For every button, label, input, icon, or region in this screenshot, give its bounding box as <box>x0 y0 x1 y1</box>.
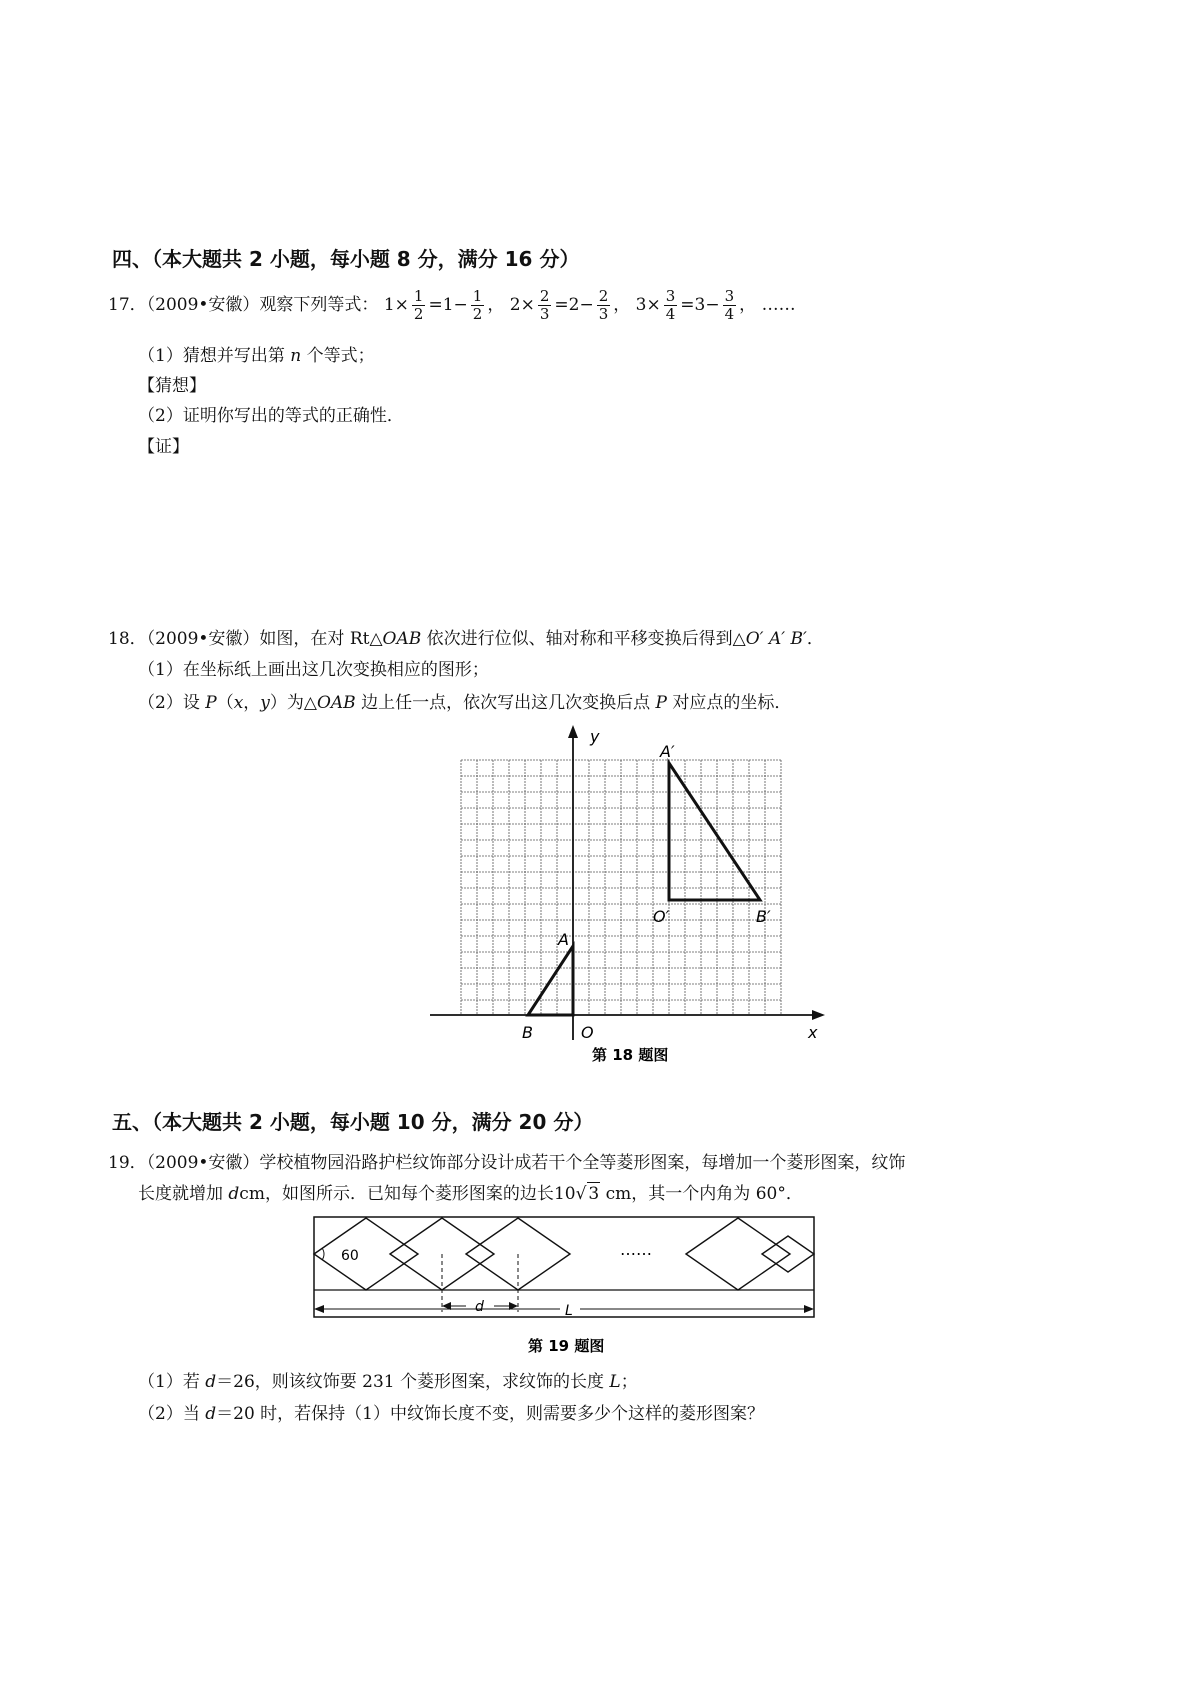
q17-proof-label: 【证】 <box>138 437 189 457</box>
q17-equation-3: 3× $\frac{3}{4}$ =3− $\frac{3}{4}$ <box>635 287 735 323</box>
q18-part-2: （2）设 P（x，y）为△OAB 边上任一点，依次写出这几次变换后点 P 对应点的坐标． <box>138 693 792 713</box>
point-b-prime-label: B′ <box>756 907 771 926</box>
point-b-label: B <box>522 1023 533 1042</box>
q19-L-marker <box>314 1305 814 1313</box>
q19-figure-caption: 第 19 题图 <box>528 1337 605 1355</box>
section-5-title: 五、（本大题共 2 小题，每小题 10 分，满分 20 分） <box>112 1110 594 1134</box>
q17-part-1: （1）猜想并写出第 n 个等式； <box>138 346 375 366</box>
q17-ellipsis: …… <box>761 295 796 315</box>
point-o-label: O <box>581 1023 594 1042</box>
q17-equation-2: 2× $\frac{2}{3}$ =2− $\frac{2}{3}$ <box>509 287 609 323</box>
q19-L-label: L <box>565 1303 573 1319</box>
q19-figure-ellipsis: …… <box>620 1240 652 1259</box>
q19-stem-line-1: 19．（2009•安徽）学校植物园沿路护栏纹饰部分设计成若干个全等菱形图案，每增加一个菱形图案，纹饰 <box>108 1153 906 1173</box>
q17-guess-label: 【猜想】 <box>138 376 206 396</box>
q19-stem-line-2: 长度就增加 dcm，如图所示．已知每个菱形图案的边长10√ 3 cm，其一个内角为 60°． <box>138 1184 803 1204</box>
section-4-title: 四、（本大题共 2 小题，每小题 8 分，满分 16 分） <box>112 247 580 271</box>
point-o-prime-label: O′ <box>653 907 670 926</box>
q19-part-2: （2）当 d＝20 时，若保持（1）中纹饰长度不变，则需要多少个这样的菱形图案？ <box>138 1404 764 1424</box>
q19-rhombus-row <box>314 1218 814 1290</box>
q17-part-2: （2）证明你写出的等式的正确性． <box>138 406 404 426</box>
q19-d-label: d <box>475 1299 484 1315</box>
q17-source: （2009•安徽）观察下列等式： <box>146 295 379 315</box>
q18-stem: 18．（2009•安徽）如图，在对 Rt△OAB 依次进行位似、轴对称和平移变换后得到△O′ A′ B′． <box>108 629 824 649</box>
y-axis-label: y <box>590 727 600 746</box>
q17-stem: 17．（2009•安徽）观察下列等式： 1× $\frac{1}{2}$ =1− $\frac{1}{2}$ ， 2× $\frac{2}{3}$ =2− $\frac{2}{3}$ ， 3× $\frac{3}{4}$ =3− $\frac{3}{4}$ ， …… <box>108 287 796 323</box>
q19-fence-frame <box>314 1217 814 1317</box>
q18-figure-caption: 第 18 题图 <box>592 1046 669 1064</box>
point-a-label: A <box>558 930 569 949</box>
x-axis-label: x <box>808 1023 818 1042</box>
q19-angle-arc <box>322 1248 324 1260</box>
point-a-prime-label: A′ <box>660 742 675 761</box>
q17-number: 17． <box>108 295 147 315</box>
q19-part-1: （1）若 d＝26，则该纹饰要 231 个菱形图案，求纹饰的长度 L； <box>138 1372 638 1392</box>
q19-angle-label: 60 <box>341 1248 359 1264</box>
q18-part-1: （1）在坐标纸上画出这几次变换相应的图形； <box>138 660 489 680</box>
q17-equation-1: 1× $\frac{1}{2}$ =1− $\frac{1}{2}$ <box>383 287 483 323</box>
